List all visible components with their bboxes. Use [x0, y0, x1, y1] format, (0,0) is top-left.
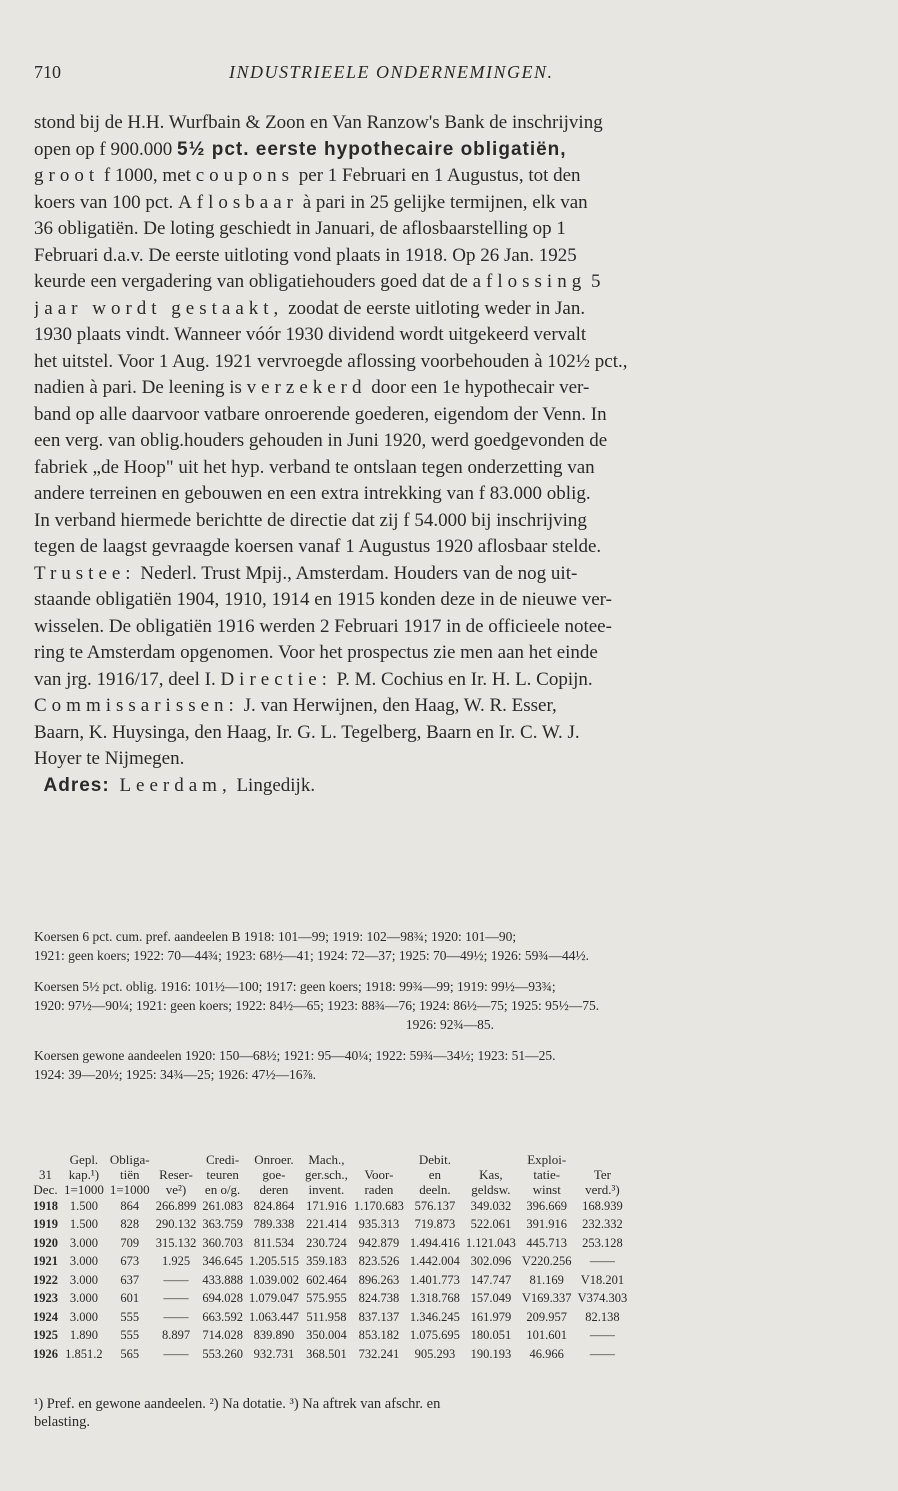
table-cell: 1.039.002	[248, 1272, 299, 1287]
table-cell: 302.096	[470, 1254, 512, 1269]
table-cell: 1.121.043	[465, 1235, 516, 1250]
table-cell: V220.256	[521, 1254, 572, 1269]
table-cell: 1.318.768	[409, 1291, 460, 1306]
table-cell: 190.193	[470, 1346, 512, 1361]
table-cell: 8.897	[161, 1328, 191, 1343]
table-cell: 576.137	[414, 1198, 456, 1213]
table-cell: 828	[120, 1217, 140, 1232]
body-line: fabriek „de Hoop" uit het hyp. verband te ontslaan tegen onderzetting van	[34, 456, 595, 478]
body-line: band op alle daarvoor vatbare onroerende goederen, eigendom der Venn. In	[34, 403, 607, 425]
table-cell: 1.442.004	[409, 1254, 460, 1269]
table-cell: 1.494.416	[409, 1235, 460, 1250]
table-cell: 824.864	[253, 1198, 295, 1213]
table-row	[30, 1216, 630, 1235]
table-cell: 602.464	[306, 1272, 347, 1287]
table-cell: 694.028	[202, 1291, 243, 1306]
table-cell: ——	[163, 1346, 189, 1361]
table-cell: 359.183	[306, 1254, 347, 1269]
table-cell: 161.979	[470, 1309, 512, 1324]
body-line: van jrg. 1916/17, deel I. Directie: P. M. Cochius en Ir. H. L. Copijn.	[34, 668, 593, 690]
table-cell: 209.957	[526, 1309, 568, 1324]
table-cell: 837.137	[358, 1309, 400, 1324]
column-header: Debit. en deeln.	[418, 1152, 451, 1197]
table-cell: 221.414	[306, 1217, 347, 1232]
column-header: Kas, geldsw.	[471, 1167, 511, 1197]
running-title: INDUSTRIEELE ONDERNEMINGEN.	[229, 62, 554, 82]
body-line: staande obligatiën 1904, 1910, 1914 en 1915 konden deze in de nieuwe ver-	[34, 589, 612, 610]
body-line: open op f 900.000 5½ pct. eerste hypothecaire obligatiën,	[34, 138, 567, 160]
row-year: 1920	[33, 1235, 58, 1250]
table-cell: 1.500	[69, 1198, 98, 1213]
table-cell: 555	[120, 1328, 140, 1343]
column-header: Credi- teuren en o/g.	[204, 1152, 241, 1197]
table-cell: 3.000	[69, 1309, 98, 1324]
table-cell: 853.182	[358, 1328, 400, 1343]
table-cell: 82.138	[585, 1309, 620, 1324]
column-header: Voor- raden	[364, 1167, 394, 1197]
table-cell: 290.132	[155, 1217, 197, 1232]
footnote-line: belasting.	[34, 1414, 90, 1430]
table-cell: 3.000	[69, 1235, 98, 1250]
table-cell: 1.346.245	[409, 1309, 460, 1324]
column-header: Gepl. kap.¹) 1=1000	[64, 1152, 104, 1197]
row-year: 1925	[33, 1328, 58, 1343]
table-cell: 171.916	[306, 1198, 347, 1213]
table-cell: 433.888	[202, 1272, 243, 1287]
page-number: 710	[34, 62, 61, 82]
footnotes	[34, 1395, 866, 1431]
table-cell: ——	[589, 1328, 615, 1343]
table-cell: 360.703	[202, 1235, 243, 1250]
body-line: Commissarissen: J. van Herwijnen, den Haag, W. R. Esser,	[34, 695, 557, 716]
table-cell: 511.958	[306, 1309, 347, 1324]
table-cell: V18.201	[580, 1272, 625, 1287]
body-line: keurde een vergadering van obligatiehouders goed dat de aflossing 5	[34, 271, 601, 292]
column-header: Obliga- tiën 1=1000	[109, 1152, 150, 1197]
table-header-row	[30, 1152, 630, 1197]
table-row	[30, 1197, 630, 1216]
body-line: groot f 1000, met coupons per 1 Februari en 1 Augustus, tot den	[34, 165, 581, 186]
table-row	[30, 1234, 630, 1253]
table-cell: 1.079.047	[248, 1291, 299, 1306]
table-cell: 1.925	[161, 1254, 191, 1269]
table-row	[30, 1308, 630, 1327]
body-line: Hoyer te Nijmegen.	[34, 748, 185, 769]
table-cell: ——	[163, 1272, 189, 1287]
column-header: Reser- ve²)	[159, 1167, 193, 1197]
table-cell: 445.713	[526, 1235, 568, 1250]
table-cell: 261.083	[202, 1198, 243, 1213]
table-cell: 3.000	[69, 1291, 98, 1306]
table-cell: 1.890	[69, 1328, 98, 1343]
column-header: Onroer. goe- deren	[254, 1152, 294, 1197]
body-line: In verband hiermede berichtte de directie dat zij f 54.000 bij inschrijving	[34, 509, 587, 531]
table-cell: 180.051	[470, 1328, 512, 1343]
table-cell: 363.759	[202, 1217, 243, 1232]
quotation-notes	[34, 927, 866, 1096]
quote-pref-shares: Koersen 6 pct. cum. pref. aandeelen B 1918: 101—99; 1919: 102—98¾; 1920: 101—90; 1921: geen koers; 1922: 70—44¾; 1923: 68½—41; 1924: 72—37; 1925: 70—49½; 1926: 59¾—44½.	[34, 929, 589, 963]
table-cell: 896.263	[358, 1272, 400, 1287]
column-header: Exploi- tatie- winst	[527, 1152, 567, 1197]
table-cell: 663.592	[202, 1309, 243, 1324]
body-line: ring te Amsterdam opgenomen. Voor het prospectus zie men aan het einde	[34, 642, 598, 663]
table-cell: 1.500	[69, 1217, 98, 1232]
row-year: 1926	[33, 1346, 58, 1361]
address-line: Adres: Leerdam, Lingedijk.	[43, 774, 316, 796]
table-cell: 522.061	[470, 1217, 512, 1232]
column-header: Ter verd.³)	[585, 1167, 620, 1197]
quote-ordinary-shares: Koersen gewone aandeelen 1920: 150—68½; 1921: 95—40¼; 1922: 59¾—34½; 1923: 51—25. 1924: 39—20½; 1925: 34¾—25; 1926: 47½—16⅞.	[34, 1048, 556, 1082]
table-cell: 864	[120, 1198, 140, 1213]
table-cell: ——	[589, 1254, 615, 1269]
table-cell: 553.260	[202, 1346, 243, 1361]
table-cell: 368.501	[306, 1346, 347, 1361]
table-cell: 714.028	[202, 1328, 243, 1343]
row-year: 1919	[33, 1217, 58, 1232]
table-cell: 839.890	[253, 1328, 295, 1343]
table-cell: 555	[120, 1309, 140, 1324]
row-year: 1924	[33, 1309, 58, 1324]
table-cell: 1.075.695	[409, 1328, 460, 1343]
table-cell: 3.000	[69, 1272, 98, 1287]
table-cell: 575.955	[306, 1291, 347, 1306]
table-body	[30, 1197, 630, 1364]
body-line: andere terreinen en gebouwen en een extra intrekking van f 83.000 oblig.	[34, 483, 591, 504]
footnote-line: ¹) Pref. en gewone aandeelen. ²) Na dotatie. ³) Na aftrek van afschr. en	[34, 1396, 441, 1412]
table-cell: 1.401.773	[409, 1272, 460, 1287]
table-cell: 601	[120, 1291, 140, 1306]
body-line: stond bij de H.H. Wurfbain & Zoon en Van Ranzow's Bank de inschrijving	[34, 112, 603, 133]
table-cell: 732.241	[358, 1346, 400, 1361]
table-cell: 565	[120, 1346, 140, 1361]
body-line: nadien à pari. De leening is verzekerd door een 1e hypothecair ver-	[34, 377, 590, 398]
table-cell: 349.032	[470, 1198, 512, 1213]
row-year: 1922	[33, 1272, 58, 1287]
table-cell: 315.132	[155, 1235, 197, 1250]
table-cell: 168.939	[582, 1198, 623, 1213]
body-line: Baarn, K. Huysinga, den Haag, Ir. G. L. Tegelberg, Baarn en Ir. C. W. J.	[34, 721, 580, 743]
table-cell: 157.049	[470, 1291, 512, 1306]
table-cell: 391.916	[526, 1217, 568, 1232]
table-cell: V374.303	[577, 1291, 628, 1306]
address-label: Adres:	[43, 774, 110, 796]
table-cell: 81.169	[529, 1272, 564, 1287]
body-line: koers van 100 pct. Aflosbaar à pari in 25 gelijke termijnen, elk van	[34, 191, 588, 213]
body-text	[34, 110, 866, 799]
quote-bonds: Koersen 5½ pct. oblig. 1916: 101½—100; 1917: geen koers; 1918: 99¾—99; 1919: 99½—93¾; 1920: 97½—90¼; 1921: geen koers; 1922: 84½—65; 1923: 88¾—76; 1924: 86½—75; 1925: 95½—75. 1926: 92¾—85.	[34, 979, 600, 1032]
table-row	[30, 1327, 630, 1346]
table-row	[30, 1271, 630, 1290]
body-line: wisselen. De obligatiën 1916 werden 2 Februari 1917 in de officieele notee-	[34, 615, 612, 637]
table-cell: 350.004	[306, 1328, 347, 1343]
body-line: een verg. van oblig.houders gehouden in Juni 1920, werd goedgevonden de	[34, 430, 608, 451]
table-cell: 3.000	[69, 1254, 98, 1269]
column-header: 31 Dec.	[33, 1167, 58, 1197]
table-cell: 942.879	[358, 1235, 400, 1250]
table-cell: 905.293	[414, 1346, 456, 1361]
table-row	[30, 1253, 630, 1272]
body-line: tegen de laagst gevraagde koersen vanaf 1 Augustus 1920 aflosbaar stelde.	[34, 536, 602, 557]
bond-title: 5½ pct. eerste hypothecaire obligatiën,	[177, 138, 567, 160]
table-cell: 1.063.447	[248, 1309, 299, 1324]
table-cell: 346.645	[202, 1254, 243, 1269]
table-cell: 46.966	[529, 1346, 564, 1361]
table-cell: 789.338	[253, 1217, 295, 1232]
table-cell: 823.526	[358, 1254, 400, 1269]
table-cell: 709	[120, 1235, 140, 1250]
table-cell: 935.313	[358, 1217, 400, 1232]
row-year: 1921	[33, 1254, 58, 1269]
table-cell: ——	[163, 1291, 189, 1306]
row-year: 1918	[33, 1198, 58, 1213]
table-cell: 147.747	[470, 1272, 512, 1287]
column-header: Mach., ger.sch., invent.	[304, 1152, 348, 1197]
table-cell: ——	[163, 1309, 189, 1324]
table-cell: 232.332	[582, 1217, 623, 1232]
table-row	[30, 1345, 630, 1364]
financial-table	[30, 1152, 630, 1364]
body-line: het uitstel. Voor 1 Aug. 1921 vervroegde aflossing voorbehouden à 102½ pct.,	[34, 350, 628, 372]
table-row	[30, 1290, 630, 1309]
table-cell: 396.669	[526, 1198, 568, 1213]
table-cell: 932.731	[253, 1346, 295, 1361]
body-line: 1930 plaats vindt. Wanneer vóór 1930 dividend wordt uitgekeerd vervalt	[34, 324, 587, 345]
table-cell: 1.205.515	[248, 1254, 299, 1269]
body-line: Trustee: Nederl. Trust Mpij., Amsterdam. Houders van de nog uit-	[34, 562, 578, 584]
body-line: jaar wordt gestaakt, zoodat de eerste uitloting weder in Jan.	[34, 297, 586, 319]
table-cell: 1.170.683	[353, 1198, 404, 1213]
table-cell: V169.337	[521, 1291, 572, 1306]
row-year: 1923	[33, 1291, 58, 1306]
table-cell: 673	[120, 1254, 140, 1269]
table-cell: 719.873	[414, 1217, 456, 1232]
table-cell: 637	[120, 1272, 140, 1287]
table-cell: ——	[589, 1346, 615, 1361]
table-cell: 824.738	[358, 1291, 400, 1306]
table-cell: 101.601	[526, 1328, 568, 1343]
body-line: 36 obligatiën. De loting geschiedt in Januari, de aflosbaarstelling op 1	[34, 218, 566, 239]
table-cell: 230.724	[306, 1235, 347, 1250]
table-cell: 1.851.2	[65, 1346, 103, 1361]
table-cell: 811.534	[253, 1235, 295, 1250]
page-header	[34, 62, 858, 88]
table-cell: 253.128	[582, 1235, 623, 1250]
table-cell: 266.899	[155, 1198, 197, 1213]
body-line: Februari d.a.v. De eerste uitloting vond plaats in 1918. Op 26 Jan. 1925	[34, 244, 577, 266]
